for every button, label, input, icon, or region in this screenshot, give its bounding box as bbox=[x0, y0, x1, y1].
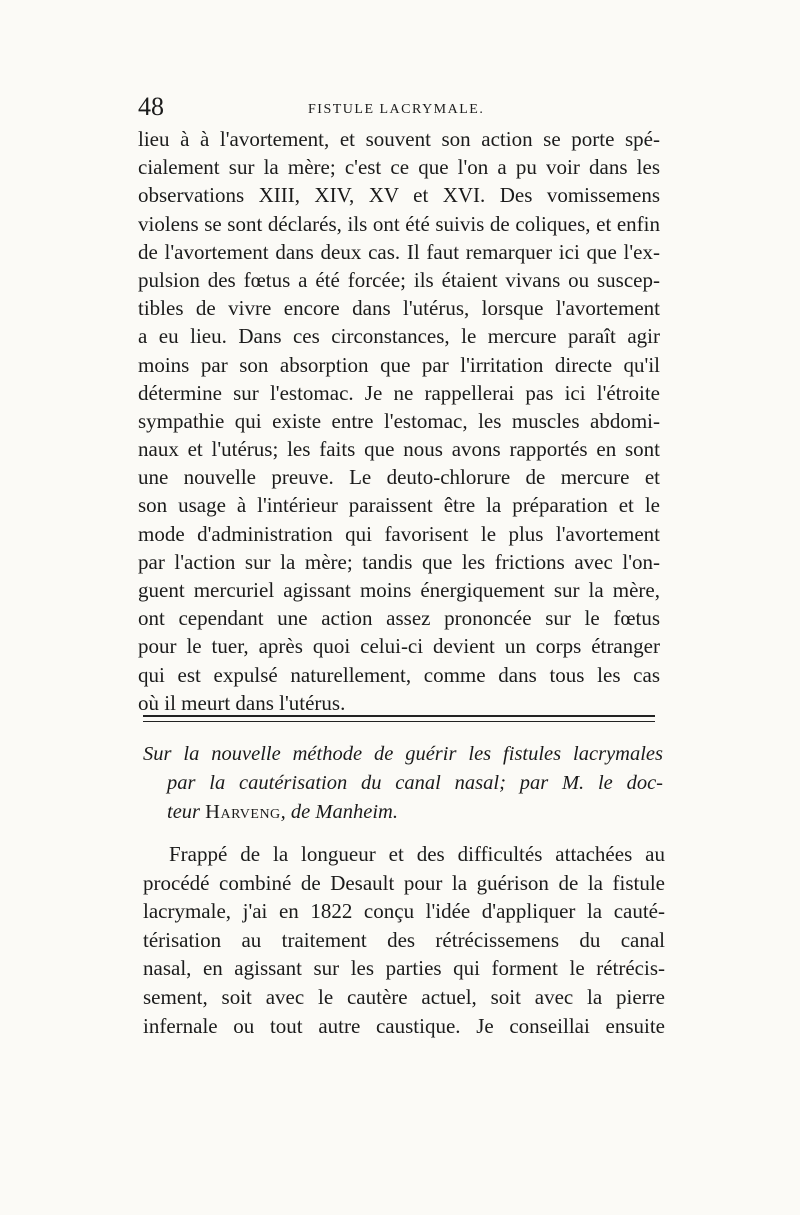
text-line: procédé combiné de Desault pour la guérison de la fistule bbox=[143, 870, 665, 895]
text-line: ont cependant une action assez prononcée sur le fœtus bbox=[138, 606, 660, 631]
article-title bbox=[143, 740, 663, 827]
text-line: mode d'administration qui favorisent le plus l'avortement bbox=[138, 521, 660, 546]
text-line: tibles de vivre encore dans l'utérus, lorsque l'avortement bbox=[138, 296, 660, 321]
text-line: sympathie qui existe entre l'estomac, les muscles abdomi- bbox=[138, 408, 660, 433]
text-line: cialement sur la mère; c'est ce que l'on a pu voir dans les bbox=[138, 155, 660, 180]
title-line bbox=[143, 798, 663, 827]
text-line: moins par son absorption que par l'irritation directe qu'il bbox=[138, 352, 660, 377]
title-prefix: teur bbox=[167, 801, 201, 823]
divider-rule bbox=[143, 715, 655, 717]
text-line: de l'avortement dans deux cas. Il faut remarquer ici que l'ex- bbox=[138, 239, 660, 264]
article-paragraph bbox=[143, 840, 665, 1040]
text-line: par l'action sur la mère; tandis que les frictions avec l'on- bbox=[138, 549, 660, 574]
divider-rule bbox=[143, 721, 655, 722]
text-line: observations XIII, XIV, XV et XVI. Des vomissemens bbox=[138, 183, 660, 208]
author-name: Harveng bbox=[205, 801, 281, 823]
text-line: détermine sur l'estomac. Je ne rappellerai pas ici l'étroite bbox=[138, 380, 660, 405]
body-paragraph bbox=[138, 125, 660, 717]
running-head: FISTULE LACRYMALE. bbox=[308, 102, 485, 117]
page-number: 48 bbox=[138, 92, 164, 121]
text-line: son usage à l'intérieur paraissent être la préparation et le bbox=[138, 493, 660, 518]
text-line: Frappé de la longueur et des difficultés attachées au bbox=[169, 842, 665, 866]
text-line: lacrymale, j'ai en 1822 conçu l'idée d'appliquer la cauté- bbox=[143, 899, 665, 924]
page-header bbox=[138, 92, 658, 122]
text-line: naux et l'utérus; les faits que nous avons rapportés en sont bbox=[138, 437, 660, 462]
title-line: par la cautérisation du canal nasal; par M. le doc- bbox=[167, 772, 663, 794]
text-line: infernale ou tout autre caustique. Je conseillai ensuite bbox=[143, 1013, 665, 1038]
text-line: lieu à à l'avortement, et souvent son action se porte spé- bbox=[138, 127, 660, 151]
title-line: Sur la nouvelle méthode de guérir les fistules lacrymales bbox=[143, 743, 663, 765]
text-line: guent mercuriel agissant moins énergiquement sur la mère, bbox=[138, 578, 660, 602]
text-line: où il meurt dans l'utérus. bbox=[138, 690, 346, 715]
text-line: qui est expulsé naturellement, comme dans tous les cas bbox=[138, 662, 660, 687]
text-line: pour le tuer, après quoi celui-ci devient un corps étranger bbox=[138, 634, 660, 659]
section-divider bbox=[143, 715, 655, 726]
text-line: pulsion des fœtus a été forcée; ils étaient vivans ou suscep- bbox=[138, 267, 660, 292]
text-line: nasal, en agissant sur les parties qui forment le rétrécis- bbox=[143, 956, 665, 981]
text-line: térisation au traitement des rétrécissemens du canal bbox=[143, 927, 665, 952]
text-line: violens se sont déclarés, ils ont été suivis de coliques, et enfin bbox=[138, 211, 660, 236]
text-line: a eu lieu. Dans ces circonstances, le mercure paraît agir bbox=[138, 324, 660, 349]
text-line: une nouvelle preuve. Le deuto-chlorure de mercure et bbox=[138, 465, 660, 490]
title-suffix: , de Manheim. bbox=[280, 801, 398, 823]
text-line: sement, soit avec le cautère actuel, soit avec la pierre bbox=[143, 984, 665, 1009]
